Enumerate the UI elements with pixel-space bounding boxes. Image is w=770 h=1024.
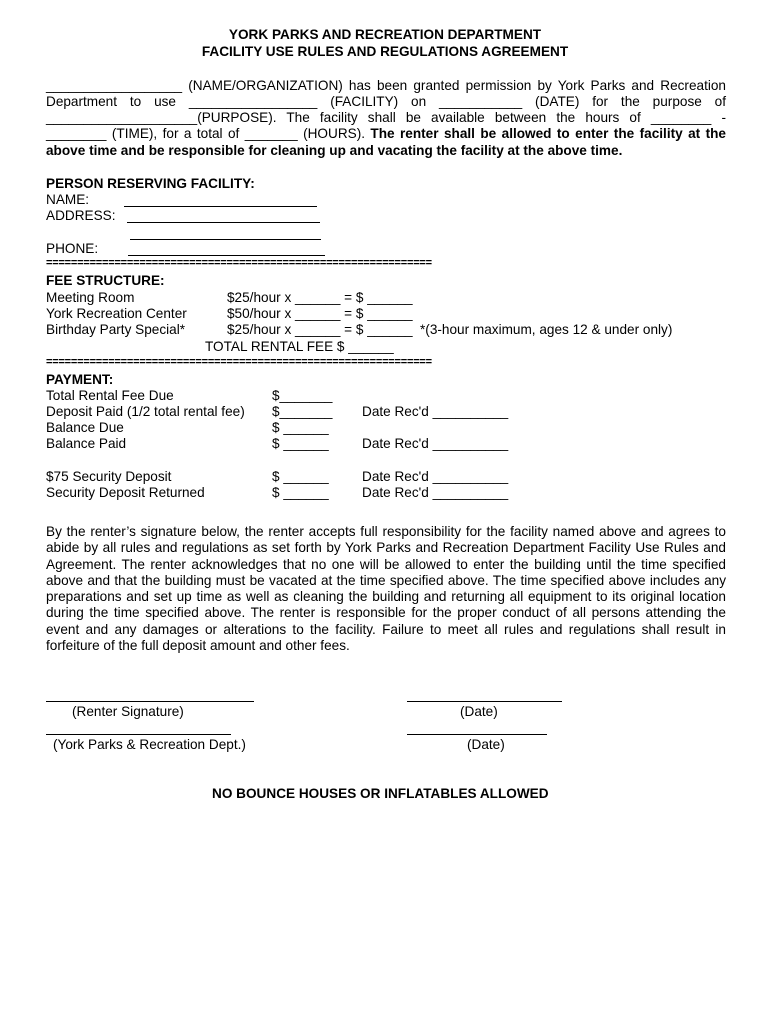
fee-name: Birthday Party Special* bbox=[46, 322, 186, 337]
fee-name: Meeting Room bbox=[46, 290, 135, 305]
intro-line-4 bbox=[46, 126, 726, 142]
date-received: Date Rec'd __________ bbox=[362, 436, 509, 451]
intro-time-hours: ________ (TIME), for a total of _______ (HOURS). bbox=[46, 126, 371, 141]
intro-line-1: __________________ (NAME/ORGANIZATION) has been granted permission by York Parks and Recreation bbox=[46, 78, 726, 93]
fee-heading: FEE STRUCTURE: bbox=[46, 273, 165, 288]
fee-name: York Recreation Center bbox=[46, 306, 187, 321]
fee-note: *(3-hour maximum, ages 12 & under only) bbox=[420, 322, 673, 337]
renter-signature-label: (Renter Signature) bbox=[72, 704, 184, 719]
document-title: YORK PARKS AND RECREATION DEPARTMENT bbox=[228, 27, 542, 42]
date-received: Date Rec'd __________ bbox=[362, 469, 509, 484]
name-line[interactable] bbox=[124, 206, 317, 207]
person-heading: PERSON RESERVING FACILITY: bbox=[46, 176, 255, 191]
fee-row-meeting-room bbox=[46, 290, 134, 306]
renter-date-label: (Date) bbox=[460, 704, 498, 719]
renter-signature-line[interactable] bbox=[46, 701, 254, 702]
agreement-paragraph: By the renter’s signature below, the renter accepts full responsibility for the facility named above and agrees to abide by all rules and regulations as set forth by York Parks and Recreation Department Facility Use Rules and Agreement. The renter acknowledges that no one will be allowed to enter the building until the time specified above and that the building must be vacated at the time specified above. The time specified above includes any preparations and set up time as well as cleaning the building and returning all equipment to its original location during the time specified above. The renter is responsible for the proper conduct of all persons attending the event and any damages or alterations to the facility. Failure to meet all rules and regulations shall result in forfeiture of the full deposit amount and other fees. bbox=[46, 524, 726, 654]
address-line-1[interactable] bbox=[127, 222, 320, 223]
total-rental-fee: TOTAL RENTAL FEE $ ______ bbox=[205, 339, 394, 354]
payment-amount: $_______ bbox=[272, 388, 333, 403]
payment-label: Security Deposit Returned bbox=[46, 485, 205, 500]
payment-label: Total Rental Fee Due bbox=[46, 388, 174, 403]
payment-amount: $ ______ bbox=[272, 420, 329, 435]
intro-entry-rule: The renter shall be allowed to enter the facility at the bbox=[370, 126, 726, 141]
separator-2: ============================================================== bbox=[46, 356, 432, 368]
payment-amount: $ ______ bbox=[272, 469, 329, 484]
dept-date-line[interactable] bbox=[407, 734, 547, 735]
payment-label: Balance Paid bbox=[46, 436, 127, 451]
payment-label: Deposit Paid (1/2 total rental fee) bbox=[46, 404, 245, 419]
date-received: Date Rec'd __________ bbox=[362, 404, 509, 419]
address-label: ADDRESS: bbox=[46, 208, 116, 223]
fee-rate: $25/hour x ______ = $ ______ bbox=[227, 290, 413, 305]
dept-signature-line[interactable] bbox=[46, 734, 231, 735]
footer-notice: NO BOUNCE HOUSES OR INFLATABLES ALLOWED bbox=[212, 786, 549, 801]
date-received: Date Rec'd __________ bbox=[362, 485, 509, 500]
dept-signature-label: (York Parks & Recreation Dept.) bbox=[53, 737, 246, 752]
document-subtitle: FACILITY USE RULES AND REGULATIONS AGREEMENT bbox=[201, 44, 569, 59]
intro-line-5: above time and be responsible for cleaning up and vacating the facility at the above time. bbox=[46, 143, 623, 158]
payment-amount: $_______ bbox=[272, 404, 333, 419]
phone-label: PHONE: bbox=[46, 241, 99, 256]
name-label: NAME: bbox=[46, 192, 90, 207]
intro-line-2: Department to use _________________ (FACILITY) on ___________ (DATE) for the purpose of bbox=[46, 94, 726, 109]
payment-amount: $ ______ bbox=[272, 436, 329, 451]
intro-line-3: ____________________(PURPOSE). The facility shall be available between the hours of ________ - bbox=[46, 110, 726, 125]
dept-date-label: (Date) bbox=[467, 737, 505, 752]
renter-date-line[interactable] bbox=[407, 701, 562, 702]
address-line-2[interactable] bbox=[130, 239, 321, 240]
separator-1: ============================================================== bbox=[46, 257, 432, 269]
payment-amount: $ ______ bbox=[272, 485, 329, 500]
fee-rate: $50/hour x ______ = $ ______ bbox=[227, 306, 413, 321]
payment-label: $75 Security Deposit bbox=[46, 469, 172, 484]
fee-rate: $25/hour x ______ = $ ______ bbox=[227, 322, 413, 337]
payment-heading: PAYMENT: bbox=[46, 372, 114, 387]
payment-label: Balance Due bbox=[46, 420, 124, 435]
